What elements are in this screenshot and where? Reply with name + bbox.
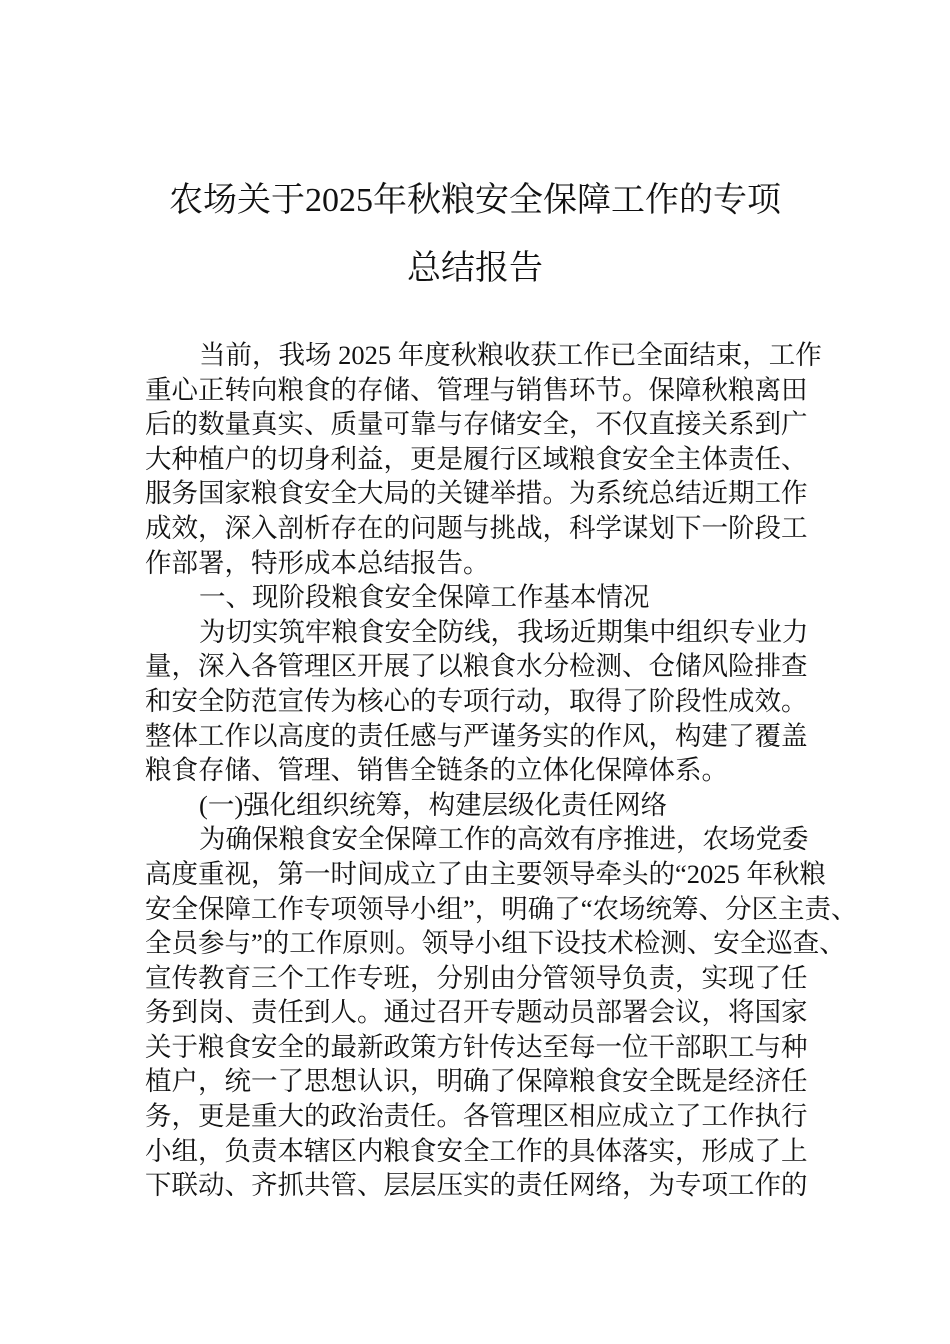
text-line: 宣传教育三个工作专班，分别由分管领导负责，实现了任 <box>145 962 808 993</box>
document-title-line-1: 农场关于2025年秋粮安全保障工作的专项 <box>169 182 781 219</box>
text-line: 务到岗、责任到人。通过召开专题动员部署会议，将国家 <box>145 997 808 1028</box>
section-heading <box>145 580 805 615</box>
text-line: 成效，深入剖析存在的问题与挑战，科学谋划下一阶段工 <box>145 512 808 543</box>
text-line: 服务国家粮食安全大局的关键举措。为系统总结近期工作 <box>145 478 808 509</box>
text-line: 全员参与”的工作原则。领导小组下设技术检测、安全巡查、 <box>145 928 846 959</box>
text-line: 粮食存储、管理、销售全链条的立体化保障体系。 <box>145 755 728 786</box>
section-heading <box>145 788 805 823</box>
text-line: 为切实筑牢粮食安全防线，我场近期集中组织专业力 <box>199 616 809 647</box>
text-line: 为确保粮食安全保障工作的高效有序推进，农场党委 <box>199 824 809 855</box>
text-line: 和安全防范宣传为核心的专项行动，取得了阶段性成效。 <box>145 685 808 716</box>
paragraph <box>145 338 822 580</box>
document-title-line-2: 总结报告 <box>407 250 543 287</box>
text-line: 量，深入各管理区开展了以粮食水分检测、仓储风险排查 <box>145 651 808 682</box>
text-line: 高度重视，第一时间成立了由主要领导牵头的“2025 年秋粮 <box>145 858 826 889</box>
text-line: 重心正转向粮食的存储、管理与销售环节。保障秋粮离田 <box>145 374 808 405</box>
text-line: 整体工作以高度的责任感与严谨务实的作风，构建了覆盖 <box>145 720 808 751</box>
text-line: 安全保障工作专项领导小组”，明确了“农场统筹、分区主责、 <box>145 893 858 924</box>
paragraph <box>145 615 809 788</box>
text-line: 关于粮食安全的最新政策方针传达至每一位干部职工与种 <box>145 1031 808 1062</box>
text-line: 一、现阶段粮食安全保障工作基本情况 <box>199 582 650 613</box>
text-line: 下联动、齐抓共管、层层压实的责任网络，为专项工作的 <box>145 1170 808 1201</box>
text-line: 后的数量真实、质量可靠与存储安全，不仅直接关系到广 <box>145 409 808 440</box>
text-line: (一)强化组织统筹，构建层级化责任网络 <box>199 789 668 820</box>
text-line: 作部署，特形成本总结报告。 <box>145 547 490 578</box>
document-body <box>145 338 858 1203</box>
text-line: 务，更是重大的政治责任。各管理区相应成立了工作执行 <box>145 1101 808 1132</box>
text-line: 大种植户的切身利益，更是履行区域粮食安全主体责任、 <box>145 443 808 474</box>
paragraph <box>145 822 858 1203</box>
text-line: 小组，负责本辖区内粮食安全工作的具体落实，形成了上 <box>145 1135 808 1166</box>
text-line: 植户，统一了思想认识，明确了保障粮食安全既是经济任 <box>145 1066 808 1097</box>
text-line: 当前，我场 2025 年度秋粮收获工作已全面结束，工作 <box>199 340 822 370</box>
